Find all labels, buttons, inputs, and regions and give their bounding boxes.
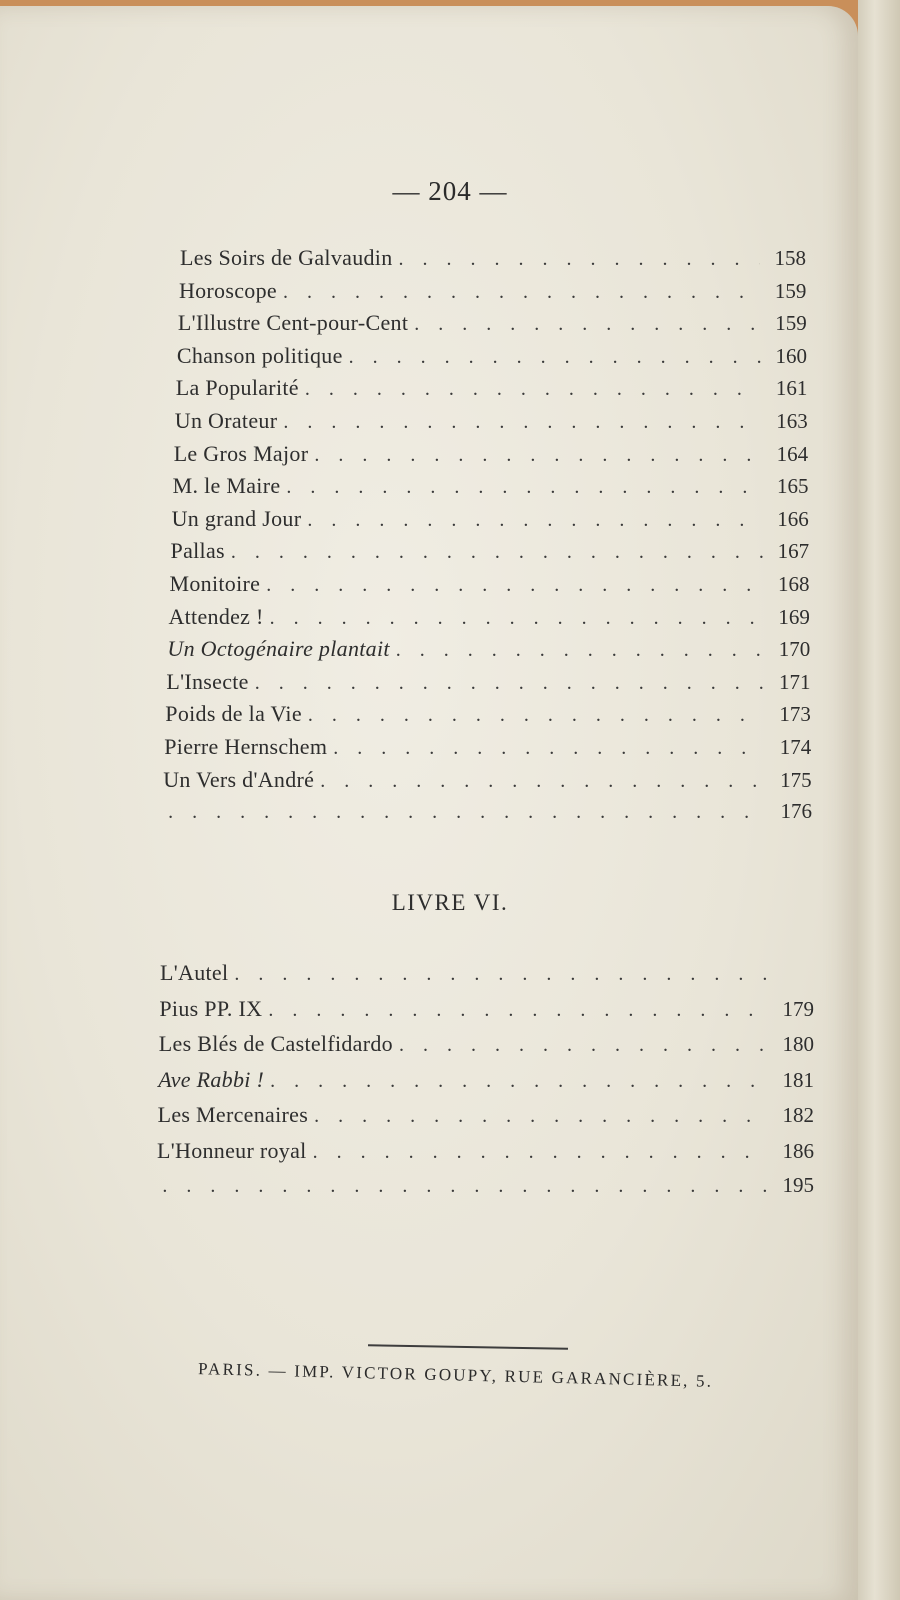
printer-imprint: PARIS. — IMP. VICTOR GOUPY, RUE GARANCIÈRE, 5.: [197, 1359, 714, 1391]
toc-entry-title: La Popularité: [175, 375, 299, 401]
toc-entry-title: Un Orateur: [174, 408, 278, 433]
dot-leader: [308, 704, 765, 727]
toc-entry-page: 180: [782, 1032, 814, 1056]
toc-entry-title: Monitoire: [169, 571, 261, 596]
dot-leader: [313, 1141, 768, 1164]
toc-entry-page: 159: [774, 278, 807, 303]
toc-entry-page: 181: [782, 1067, 814, 1092]
dot-leader: [305, 378, 762, 401]
dot-leader: [314, 1105, 768, 1128]
toc-entry-page: 164: [776, 441, 809, 466]
toc-entry-page: 167: [777, 539, 810, 564]
toc-entry: [180, 245, 806, 275]
toc-entry: [164, 734, 811, 764]
toc-entry: [174, 441, 808, 471]
toc-entry-title: L'Insecte: [166, 668, 249, 694]
toc-entry: [158, 1102, 814, 1132]
toc-entry: [159, 1031, 814, 1061]
dot-leader: [307, 509, 762, 532]
toc-entry-title: Les Mercenaires: [157, 1102, 309, 1127]
dot-leader: [320, 770, 765, 793]
toc-entry-title: Les Soirs de Galvaudin: [180, 245, 393, 270]
toc-entry-page: 182: [782, 1103, 814, 1127]
dot-leader: [268, 999, 768, 1022]
toc-entry: [165, 701, 811, 731]
dot-leader: [399, 1034, 768, 1057]
toc-entry-title: Horoscope: [178, 277, 277, 303]
toc-entry: [166, 669, 810, 699]
toc-entry: [158, 1067, 814, 1097]
dot-leader: [399, 248, 760, 271]
dot-leader: [396, 639, 764, 662]
toc-entry: [156, 1173, 814, 1203]
toc-entry: [178, 310, 807, 340]
toc-entry-page: 175: [780, 767, 812, 792]
toc-entry-title: Ave Rabbi !: [158, 1066, 265, 1092]
dot-leader: [231, 541, 763, 564]
toc-entry: [179, 278, 806, 308]
toc-entry-title: L'Honneur royal: [157, 1137, 307, 1163]
toc-entry: [177, 343, 807, 373]
toc-entry-title: L'Illustre Cent-pour-Cent: [177, 310, 409, 336]
toc-entry: [171, 538, 810, 568]
toc-entry: [168, 604, 809, 634]
toc-entry-page: 186: [782, 1138, 814, 1163]
toc-entry: [167, 636, 810, 666]
page-number: — 204 —: [392, 176, 508, 206]
toc-entry-title: Un Octogénaire plantait: [167, 636, 390, 662]
dot-leader: [283, 411, 761, 434]
toc-entry-title: Pius PP. IX: [159, 995, 263, 1021]
dot-leader: [314, 444, 762, 467]
toc-entry-title: Pallas: [170, 538, 225, 564]
toc-entry-page: 169: [778, 604, 810, 629]
toc-entry-title: Attendez !: [168, 603, 264, 629]
toc-entry-page: 174: [779, 735, 812, 759]
toc-entry-page: 161: [775, 376, 808, 401]
dot-leader: [270, 1070, 768, 1093]
toc-entry-title: Un Vers d'André: [163, 766, 315, 792]
dot-leader: [333, 737, 765, 760]
toc-entry-title: Le Gros Major: [173, 440, 309, 466]
toc-entry-page: 166: [777, 506, 809, 531]
dot-leader: [162, 1175, 768, 1198]
toc-entry-page: 163: [776, 409, 808, 433]
toc-entry-page: 171: [779, 669, 811, 694]
toc-entry-page: 179: [782, 996, 814, 1021]
toc-entry: [175, 408, 808, 438]
toc-entry-page: 170: [778, 637, 811, 662]
dot-leader: [414, 313, 760, 336]
toc-entry-page: 176: [780, 799, 812, 824]
dot-leader: [270, 607, 764, 630]
toc-entry-title: Un grand Jour: [171, 505, 302, 531]
toc-entry-title: M. le Maire: [172, 473, 281, 499]
toc-entry: [176, 375, 808, 405]
toc-entry: [163, 767, 811, 797]
toc-entry-title: Chanson politique: [176, 342, 343, 368]
toc-entry-page: 195: [782, 1173, 814, 1197]
toc-entry-title: Pierre Hernschem: [164, 734, 328, 759]
toc-entry-page: 158: [774, 246, 806, 270]
toc-entry: [157, 1138, 814, 1168]
dot-leader: [286, 476, 762, 499]
toc-entry-page: 160: [775, 343, 808, 368]
toc-entry: [159, 996, 814, 1026]
dot-leader: [283, 281, 760, 304]
dot-leader: [234, 963, 768, 986]
dot-leader: [266, 574, 763, 597]
toc-entry-title: Les Blés de Castelfidardo: [158, 1031, 393, 1056]
toc-entry-page: 165: [776, 474, 809, 499]
section-heading: LIVRE VI.: [391, 890, 509, 915]
dot-leader: [255, 672, 765, 695]
toc-entry-page: 159: [775, 311, 807, 336]
toc-entry: [162, 799, 812, 829]
toc-entry-title: L'Autel: [160, 960, 229, 985]
toc-entry: [160, 960, 814, 990]
toc-entry-page: 173: [779, 702, 811, 727]
toc-entry: [170, 571, 810, 601]
toc-entry: [173, 473, 809, 503]
toc-entry: [172, 506, 809, 536]
toc-entry-title: Poids de la Vie: [165, 701, 302, 727]
page-edge: [858, 0, 900, 1600]
dot-leader: [168, 801, 766, 824]
toc-entry-page: 168: [778, 572, 810, 596]
dot-leader: [349, 346, 761, 369]
